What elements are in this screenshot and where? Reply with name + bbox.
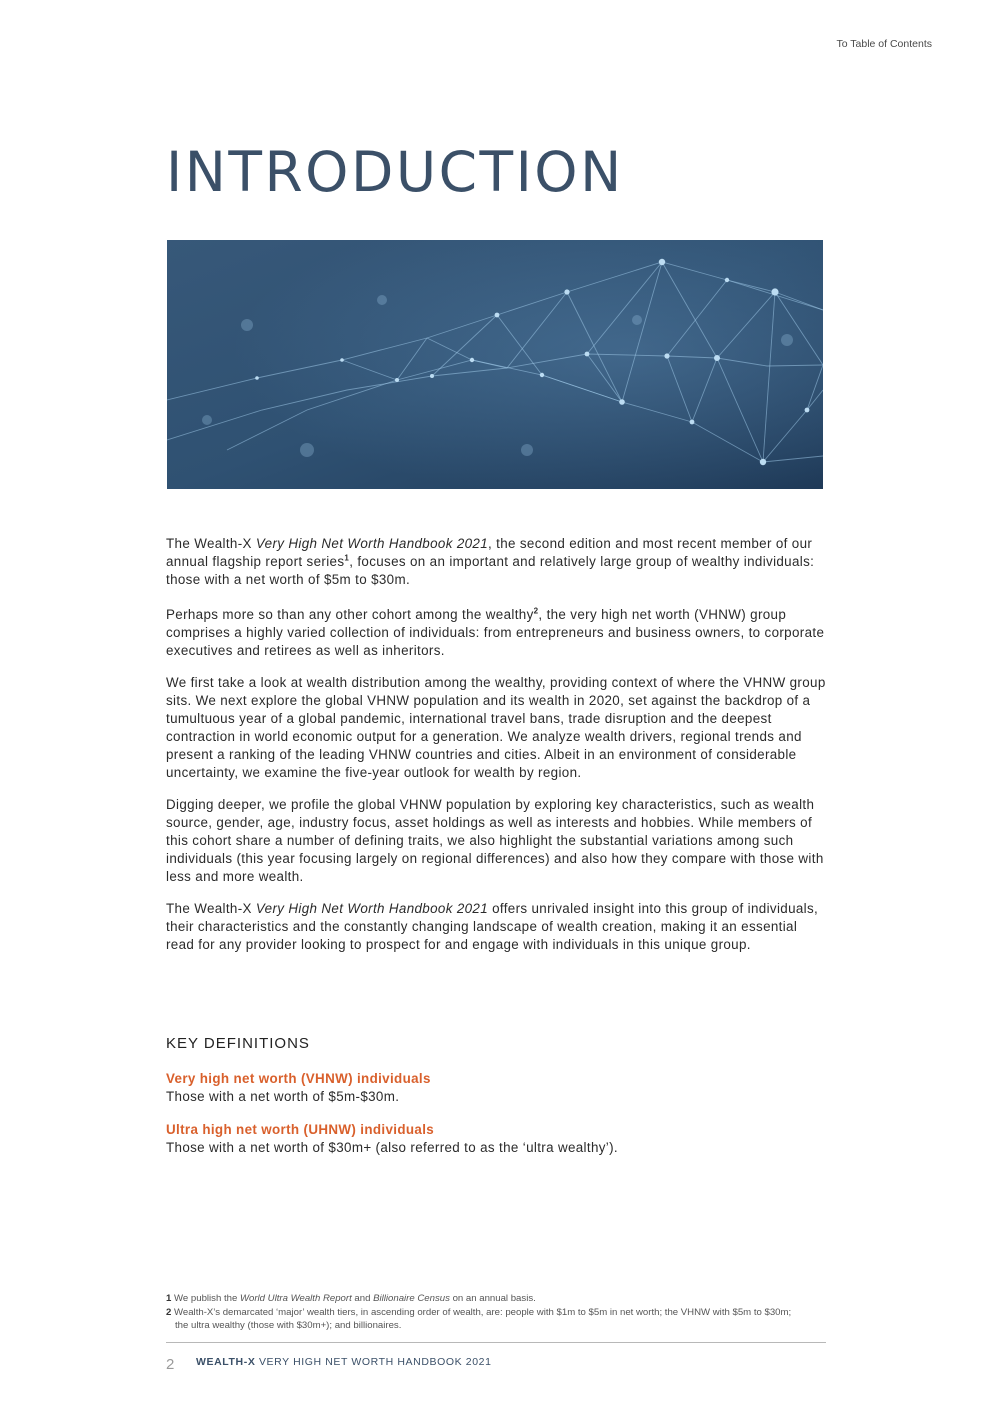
footer-divider (166, 1342, 826, 1343)
paragraph-3: We first take a look at wealth distribution among the wealthy, providing context of where the VHNW group sits. We next explore the global VHNW population and its wealth in 2020, set against the backdrop of a tumultuous year of a global pandemic, international travel bans, trade disruption and the deepest contraction in world economic output for a generation. We analyze wealth drivers, regional trends and present a ranking of the leading VHNW countries and cities. Albeit in an environment of considerable uncertainty, we examine the five-year outlook for wealth by region. (166, 675, 826, 780)
paragraph-1: The Wealth-X Very High Net Worth Handbook 2021, the second edition and most recent member of our annual flagship report series$^1$, focuses on an important and relatively large group of wealthy individuals: those with a net worth of $5m to $30m. (166, 536, 815, 587)
footnote-1: 1 We publish the World Ultra Wealth Report and Billionaire Census on an annual basis. (166, 1293, 536, 1304)
definition-description: Those with a net worth of $5m-$30m. (166, 1089, 400, 1104)
hero-network-image (167, 240, 823, 489)
page-title: INTRODUCTION (166, 140, 624, 204)
footnote-ref-1[interactable]: 1 (344, 553, 350, 563)
footer-title: VERY HIGH NET WORTH HANDBOOK 2021 (255, 1356, 492, 1368)
paragraph-5: The Wealth-X Very High Net Worth Handbook 2021 offers unrivaled insight into this group of individuals, their characteristics and the constantly changing landscape of wealth creation, making it an essential read for any provider looking to prospect for and engage with individuals in this unique group. (166, 901, 819, 952)
paragraph-2: Perhaps more so than any other cohort among the wealthy$^2$, the very high net worth (VHNW) group comprises a highly varied collection of individuals: from entrepreneurs and business owners, to corporate executives and retirees as well as inheritors. (166, 606, 825, 658)
footnote-2: 2 Wealth-X’s demarcated ‘major’ wealth tiers, in ascending order of wealth, are: people with $1m to $5m in net worth; the VHNW with $5m to $30m; the ultra wealthy (those with $30m+); and billionaires. (166, 1306, 792, 1331)
footer-brand: WEALTH-X (196, 1356, 256, 1368)
intro-body (166, 535, 828, 968)
running-footer (196, 1356, 492, 1368)
footnotes (166, 1292, 806, 1333)
definition-term: Very high net worth (VHNW) individuals (166, 1071, 431, 1086)
definition-uhnw (166, 1121, 618, 1157)
definition-term: Ultra high net worth (UHNW) individuals (166, 1122, 435, 1137)
key-definitions-heading: KEY DEFINITIONS (166, 1035, 310, 1052)
definition-description: Those with a net worth of $30m+ (also referred to as the ‘ultra wealthy’). (166, 1140, 619, 1155)
definition-vhnw (166, 1070, 431, 1106)
paragraph-4: Digging deeper, we profile the global VHNW population by exploring key characteristics, such as wealth source, gender, age, industry focus, asset holdings as well as interests and hobbies. While members of this cohort share a number of defining traits, we also highlight the substantial variations among such individuals (this year focusing largely on regional differences) and also how they compare with those with less and more wealth. (166, 797, 824, 884)
page-number: 2 (166, 1356, 175, 1373)
footnote-ref-2[interactable]: 2 (533, 606, 539, 616)
table-of-contents-link[interactable]: To Table of Contents (836, 38, 932, 50)
